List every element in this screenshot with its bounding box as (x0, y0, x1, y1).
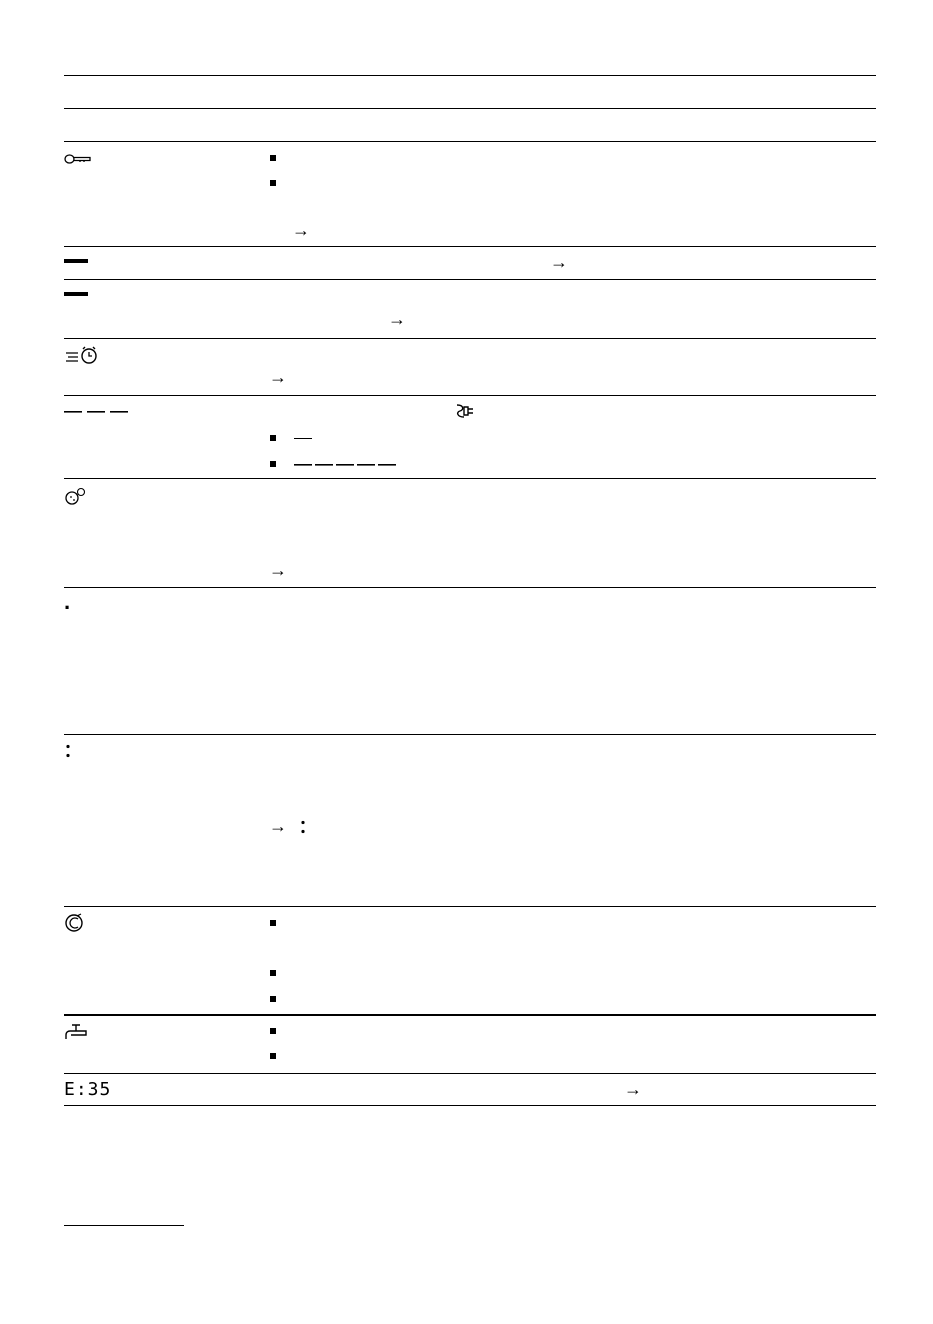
table-rule (64, 478, 876, 479)
table-rule (64, 734, 876, 735)
colon-dots-icon (64, 744, 72, 758)
colon-symbol (299, 820, 307, 834)
table-rule (64, 587, 876, 588)
thick-dash-icon (64, 259, 88, 264)
table-rule (64, 1073, 876, 1074)
triple-dash-icon (64, 411, 128, 415)
arrow-glyph: → (624, 1079, 642, 1099)
long-dash-symbol (294, 464, 398, 468)
error-code-display: E:35 (64, 1079, 112, 1100)
bullet-marker (270, 180, 276, 186)
table-rule (64, 1105, 876, 1106)
thick-dash-icon (64, 292, 88, 297)
power-plug-icon (454, 402, 476, 420)
table-rule (64, 338, 876, 339)
footnote-separator (64, 1225, 184, 1226)
arrow-glyph: → (292, 220, 310, 240)
arrow-glyph: → (269, 816, 287, 836)
table-rule (64, 141, 876, 142)
key-icon (64, 153, 92, 165)
bullet-marker (270, 920, 276, 926)
rinse-timer-icon (64, 345, 100, 365)
bullet-marker (270, 461, 276, 467)
water-tap-icon (64, 1023, 90, 1041)
arrow-glyph: → (269, 560, 287, 580)
table-rule (64, 906, 876, 907)
table-rule (64, 108, 876, 109)
table-rule (64, 75, 876, 76)
table-rule (64, 279, 876, 280)
bullet-marker (270, 435, 276, 441)
bullet-marker (270, 155, 276, 161)
table-rule (64, 395, 876, 396)
bullet-marker (270, 970, 276, 976)
arrow-glyph: → (550, 252, 568, 272)
arrow-glyph: → (388, 309, 406, 329)
rinse-aid-icon (64, 913, 86, 933)
table-rule (64, 1014, 876, 1016)
bullet-marker (270, 996, 276, 1002)
table-rule (64, 246, 876, 247)
arrow-glyph: → (269, 367, 287, 387)
dishwasher-salt-icon (64, 487, 90, 505)
single-dot-icon: · (64, 595, 72, 620)
bullet-marker (270, 1028, 276, 1034)
short-dash-symbol (294, 438, 312, 439)
bullet-marker (270, 1053, 276, 1059)
